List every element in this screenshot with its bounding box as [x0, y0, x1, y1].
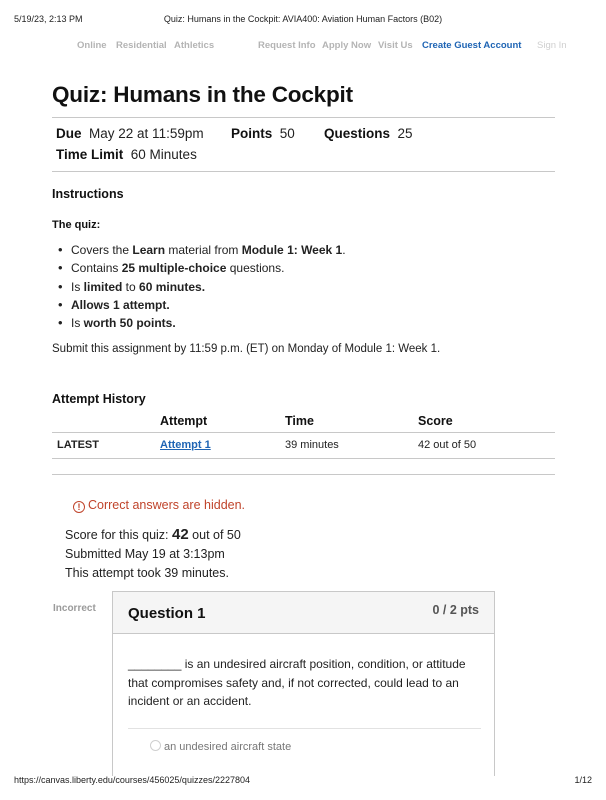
nav-visit-us[interactable]: Visit Us [378, 40, 413, 51]
latest-label: LATEST [57, 439, 99, 451]
due-label: Due [56, 126, 82, 141]
question-header [113, 592, 494, 634]
print-url: https://canvas.liberty.edu/courses/456025/quizzes/2227804 [14, 775, 250, 785]
title-divider [52, 117, 555, 118]
instructions-subheading: The quiz: [52, 219, 101, 231]
points-value: 50 [279, 126, 295, 141]
nav-apply-now[interactable]: Apply Now [322, 40, 372, 51]
attempt-time: 39 minutes [285, 439, 339, 451]
question-card [112, 591, 495, 776]
nav-athletics[interactable]: Athletics [174, 40, 215, 51]
correct-answers-hidden-notice [73, 498, 245, 513]
nav-residential[interactable]: Residential [116, 40, 167, 51]
result-divider [52, 474, 555, 475]
attempt-score: 42 out of 50 [418, 439, 477, 451]
question-text: ________ is an undesired aircraft position, condition, or attitude that compromises safety and, if not corrected, could lead to an incident or an accident. [128, 657, 466, 708]
question-divider [128, 728, 481, 729]
meta-divider [52, 171, 555, 172]
time-limit-value: 60 Minutes [130, 147, 197, 162]
attempt-duration: This attempt took 39 minutes. [65, 566, 229, 580]
instructions-heading: Instructions [52, 187, 124, 201]
submitted-time: Submitted May 19 at 3:13pm [65, 547, 225, 561]
hidden-note-text: Correct answers are hidden. [88, 498, 246, 512]
points-label: Points [231, 126, 273, 141]
instructions-list [71, 243, 346, 334]
answer-label: an undesired aircraft state [164, 741, 292, 753]
question-title: Question 1 [128, 605, 206, 622]
attempt-1-link[interactable]: Attempt 1 [160, 439, 211, 451]
print-header [14, 14, 592, 26]
list-item: • Contains 25 multiple-choice questions. [71, 261, 346, 279]
points-meta [231, 126, 295, 141]
print-date: 5/19/23, 2:13 PM [14, 14, 83, 24]
print-title: Quiz: Humans in the Cockpit: AVIA400: Aviation Human Factors (B02) [163, 14, 443, 24]
time-limit-label: Time Limit [56, 147, 124, 162]
top-navigation [0, 40, 606, 54]
questions-value: 25 [397, 126, 413, 141]
question-status-badge: Incorrect [53, 603, 96, 614]
answer-option[interactable] [150, 740, 291, 753]
questions-meta [324, 126, 413, 141]
question-points: 0 / 2 pts [432, 603, 479, 617]
due-value: May 22 at 11:59pm [89, 126, 204, 141]
table-header-divider [52, 432, 555, 433]
submit-deadline-text: Submit this assignment by 11:59 p.m. (ET) on Monday of Module 1: Week 1. [52, 343, 441, 355]
due-meta [56, 126, 204, 141]
list-item: • Is worth 50 points. [71, 316, 346, 334]
time-limit-meta [56, 147, 197, 162]
column-header-time: Time [285, 414, 314, 428]
list-item: • Covers the Learn material from Module 1: Week 1. [71, 243, 346, 261]
score-value: 42 [172, 526, 189, 543]
print-footer [14, 775, 592, 787]
print-page-number: 1/12 [574, 775, 592, 785]
quiz-score: Score for this quiz: 42 out of 50 [65, 526, 241, 543]
nav-create-guest-account[interactable]: Create Guest Account [422, 40, 522, 51]
nav-request-info[interactable]: Request Info [258, 40, 316, 51]
column-header-attempt: Attempt [160, 414, 208, 428]
nav-online[interactable]: Online [77, 40, 107, 51]
table-row-divider [52, 458, 555, 459]
attempt-history-heading: Attempt History [52, 392, 146, 406]
list-item: • Is limited to 60 minutes. [71, 280, 346, 298]
nav-sign-in[interactable]: Sign In [537, 40, 567, 51]
questions-label: Questions [324, 126, 391, 141]
warning-icon: ! [73, 501, 85, 513]
list-item: • Allows 1 attempt. [71, 298, 346, 316]
column-header-score: Score [418, 414, 453, 428]
page-title: Quiz: Humans in the Cockpit [52, 82, 353, 107]
radio-icon[interactable] [150, 740, 161, 751]
